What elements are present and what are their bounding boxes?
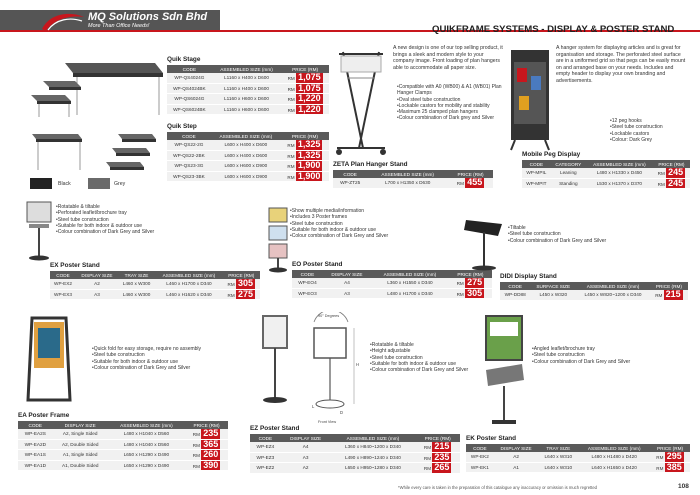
table-row: WP-QS23-3G L600 x H600 x D900 RM 1,900	[167, 161, 329, 172]
table-row: WP-EK1 A1 L640 x W310 L640 x H1650 x D420 RM 385	[466, 462, 690, 473]
quik-stage-image	[25, 55, 165, 123]
peg-description: A hanger system for displaying articles and is great for organisation and storage. The perforated steel surface are in a uniformed grid so that pegs can be easily mount on and arranged base on your needs. Includes and empty header to display your own branding and advertisements.	[556, 45, 686, 84]
table-row: WP-EZ2 A2 L650 x H950~1280 x D340 RM 265	[250, 463, 460, 474]
table-row: WP-MPIL Leaning L480 x H1330 x D450 RM 245	[522, 168, 690, 178]
table-row: WP-EA1D A1, Double Sided L650 x H1290 x D490 RM 390	[18, 460, 228, 471]
ez-stand-image	[258, 314, 292, 406]
ez-diagram	[300, 312, 362, 428]
ek-table: CODE DISPLAY SIZE TRAY SIZE ASSEMBLED SIZE (mm) PRICE (RM) WP-EK2 A2 L640 x W310 L480 x H1480 x D420 RM 295 WP-EK1 A1 L640 x W310 L640 x H1650 x D420 RM 385	[466, 444, 690, 473]
zeta-stand-image	[333, 48, 389, 156]
peg-table: CODE CATEGORY ASSEMBLED SIZE (mm) PRICE (RM) WP-MPIL Leaning L480 x H1330 x D450 RM 245 WP-MPIT Standing L530 x H1370 x D370 RM 245	[522, 160, 690, 189]
ez-l-label: L	[312, 404, 315, 409]
zeta-table: CODE ASSEMBLED SIZE (mm) PRICE (RM) WP-ZT25 L700 x H1350 x D630 RM 455	[333, 170, 493, 189]
table-row: WP-QS4024BK L1160 x H400 x D600 RM 1,075	[167, 83, 329, 94]
ea-bullets: • Quick fold for easy storage, require no assembly • Steel tube construction • Suitable for both indoor & outdoor use • Colour combination of Dark Grey and Silver	[92, 346, 240, 371]
table-row: WP-DD88 L450 x W320 L450 x W820~1200 x D340 RM 215	[500, 290, 688, 300]
eo-title: EO Poster Stand	[292, 261, 343, 268]
ez-h-label: H	[356, 362, 360, 367]
quik-stage-table: CODE ASSEMBLED SIZE (mm) PRICE (RM) WP-QS4024G L1160 x H400 x D600 RM 1,075 WP-QS4024BK L1160 x H400 x D600 RM 1,075 WP-QS6024G L1160 x H600 x D600 RM 1,220 WP-QS6024BK L1160 x H600 x D600 RM 1,220	[167, 65, 329, 115]
peg-bullets: • 12 peg hooks • Steel tube construction • Lockable castors • Colour: Dark Grey	[610, 118, 690, 143]
zeta-bullets: • Compatible with A0 (WB00) & A1 (WB01) Plan Hanger Clamps • Oval steel tube construction • Lockable castors for mobility and stability • Maximum 25 clamped plan hangers • Colour combination of Dark grey and Silver	[397, 84, 505, 122]
table-row: WP-EZ3 A3 L490 x H890~1240 x D340 RM 235	[250, 452, 460, 463]
mq-logo-icon	[40, 11, 86, 33]
didi-bullets: • Tiltable • Steel tube construction • Colour combination of Dark Grey and Silver	[508, 225, 688, 244]
page-title: QUIKFRAME SYSTEMS - DISPLAY & POSTER STAND	[432, 24, 675, 35]
brand-tagline: More Than Office Needs!	[88, 23, 150, 29]
table-row: WP-EA2D A2, Double Sided L480 x H1040 x D560 RM 365	[18, 439, 228, 450]
quik-stage-title: Quik Stage	[167, 56, 201, 63]
quik-step-image	[28, 130, 166, 178]
table-row: WP-EK2 A2 L640 x W310 L480 x H1480 x D420 RM 295	[466, 452, 690, 462]
ez-view-label: Front View	[318, 420, 337, 424]
table-row: WP-QS4024G L1160 x H400 x D600 RM 1,075	[167, 73, 329, 83]
eo-bullets: • Show multiple media/information • Includes 3 Poster frames • Steel tube construction • Suitable for both indoor & outdoor use • Colour combination of Dark Grey and Silver	[290, 208, 450, 239]
ez-table: CODE DISPLAY SIZE ASSEMBLED SIZE (mm) PRICE (RM) WP-EZ4 A4 L360 x H840~1200 x D340 RM 215 WP-EZ3 A3 L490 x H890~1240 x D340 RM 235 WP-EZ2 A2 L650 x H950~1280 x D340 RM 265	[250, 434, 460, 474]
table-row: WP-QS6024G L1160 x H600 x D600 RM 1,220	[167, 94, 329, 105]
table-row: WP-QS23-3BK L600 x H600 x D900 RM 1,900	[167, 171, 329, 182]
table-row: WP-EO3 A3 L480 x H1700 x D340 RM 305	[292, 288, 492, 299]
table-row: WP-EZ4 A4 L360 x H840~1200 x D340 RM 215	[250, 442, 460, 452]
table-row: WP-QS22-2G L600 x H400 x D600 RM 1,325	[167, 140, 329, 150]
table-row: WP-ZT25 L700 x H1350 x D630 RM 455	[333, 178, 493, 188]
page-number: 108	[678, 483, 689, 490]
eo-stand-image	[266, 206, 290, 274]
quik-step-table: CODE ASSEMBLED SIZE (mm) PRICE (RM) WP-QS22-2G L600 x H400 x D600 RM 1,325 WP-QS22-2BK L600 x H400 x D600 RM 1,325 WP-QS23-3G L600 x H600 x D900 RM 1,900 WP-QS23-3BK L600 x H600 x D900 RM 1,900	[167, 132, 329, 182]
ek-bullets: • Angled leaflet/brochure tray • Steel tube construction • Colour combination of Dark Grey and Silver	[532, 346, 687, 365]
footer-note: *While every care is taken in the preparation of this catalogue any inaccuracy or omission is much regretted	[398, 485, 598, 490]
ea-table: CODE DISPLAY SIZE ASSEMBLED SIZE (mm) PRICE (RM) WP-EA2S A2, Single Sided L480 x H1040 x D560 RM 235 WP-EA2D A2, Double Sided L480 x H1040 x D560 RM 365 WP-EA1S A1, Single Sided L650 x H1290 x D490 RM 260 WP-EA1D A1, Double Sided L650 x H1290 x D490 RM 390	[18, 421, 228, 471]
table-row: WP-EO4 A4 L360 x H1550 x D340 RM 275	[292, 278, 492, 288]
didi-title: DIDI Display Stand	[500, 273, 557, 280]
swatch-black	[30, 178, 52, 189]
table-row: WP-EA2S A2, Single Sided L480 x H1040 x D560 RM 235	[18, 429, 228, 439]
ek-title: EK Poster Stand	[466, 435, 517, 442]
peg-display-image	[505, 46, 555, 154]
didi-table: CODE SURFACE SIZE ASSEMBLED SIZE (mm) PRICE (RM) WP-DD88 L450 x W320 L450 x W820~1200 x D340 RM 215	[500, 282, 688, 301]
ez-d-label: D	[340, 410, 344, 415]
table-row: WP-MPIT Standing L530 x H1370 x D370 RM 245	[522, 178, 690, 189]
brand-name: MQ Solutions Sdn Bhd	[88, 11, 208, 23]
eo-table: CODE DISPLAY SIZE ASSEMBLED SIZE (mm) PRICE (RM) WP-EO4 A4 L360 x H1550 x D340 RM 275 WP-EO3 A3 L480 x H1700 x D340 RM 305	[292, 270, 492, 299]
ex-bullets: • Rotatable & tiltable • Perforated leaflet/brochure tray • Steel tube construction • Suitable for both indoor & outdoor use • Colour combination of Dark Grey and Silver	[56, 204, 216, 235]
table-row: WP-QS6024BK L1160 x H600 x D600 RM 1,220	[167, 104, 329, 115]
ez-bullets: • Rotatable & tiltable • Height adjustable • Steel tube construction • Suitable for both indoor & outdoor use • Colour combination of Dark Grey and Silver	[370, 342, 480, 373]
quik-step-title: Quik Step	[167, 123, 197, 130]
ex-title: EX Poster Stand	[50, 262, 100, 269]
zeta-title: ZETA Plan Hanger Stand	[333, 161, 408, 168]
didi-stand-image	[462, 218, 506, 272]
ez-angle-label: 90° Degrees	[318, 314, 340, 318]
zeta-description: A new design is one of our top selling product, it brings a sleek and modern style to your company image. Front loading of plan hangers able to accommodate all paper size.	[393, 45, 503, 71]
table-row: WP-QS22-2BK L600 x H400 x D600 RM 1,325	[167, 150, 329, 161]
ea-frame-image	[24, 316, 74, 404]
peg-title: Mobile Peg Display	[522, 151, 581, 158]
ea-title: EA Poster Frame	[18, 412, 70, 419]
ex-stand-image	[25, 200, 53, 262]
ez-title: EZ Poster Stand	[250, 425, 300, 432]
ex-table: CODE DISPLAY SIZE TRAY SIZE ASSEMBLED SIZE (mm) PRICE (RM) WP-EX2 A2 L460 x W300 L460 x H1700 x D340 RM 305 WP-EX3 A3 L460 x W300 L460 x H1620 x D340 RM 275	[50, 271, 260, 300]
swatch-grey-label: Grey	[114, 181, 126, 187]
table-row: WP-EX3 A3 L460 x W300 L460 x H1620 x D340 RM 275	[50, 289, 260, 300]
table-row: WP-EX2 A2 L460 x W300 L460 x H1700 x D340 RM 305	[50, 279, 260, 289]
swatch-black-label: Black	[58, 181, 71, 187]
table-row: WP-EA1S A1, Single Sided L650 x H1290 x D490 RM 260	[18, 450, 228, 461]
swatch-grey	[88, 178, 110, 189]
ek-stand-image	[482, 314, 526, 428]
